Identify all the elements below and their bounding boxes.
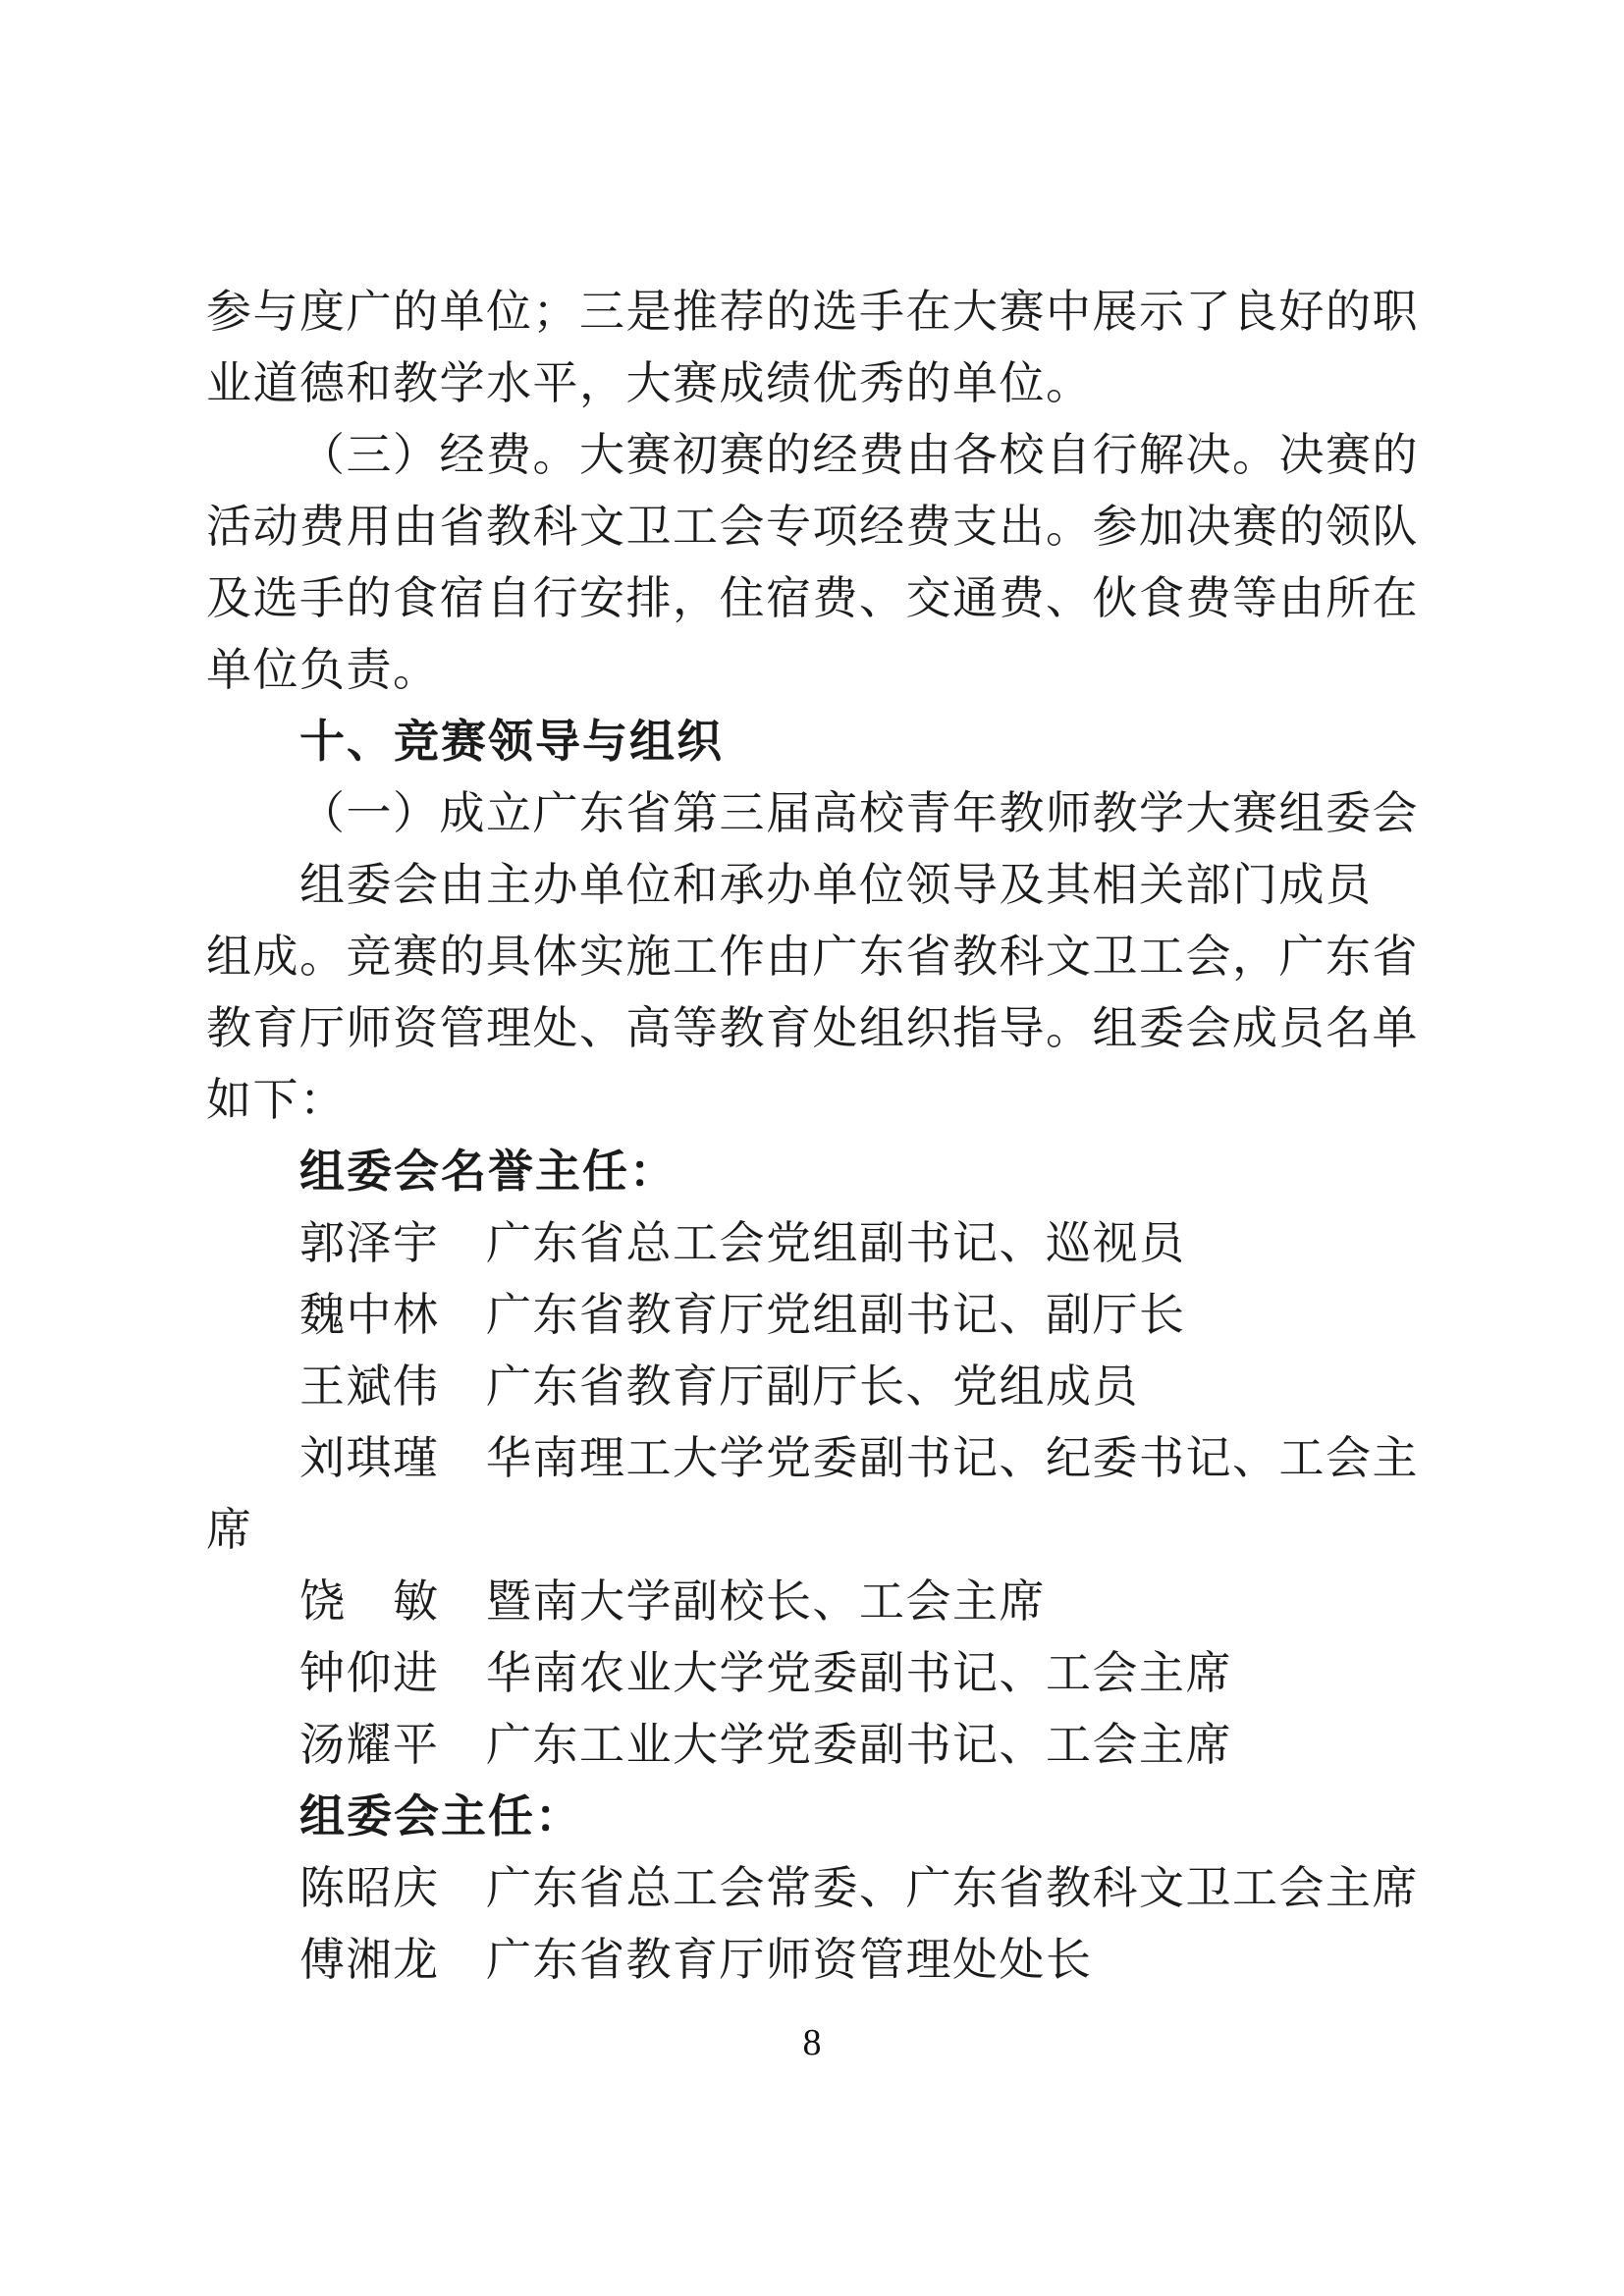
heading-honorary-directors: 组委会名誉主任： [299, 1145, 677, 1198]
text-block [206, 276, 1424, 1996]
body-line: 教育厅师资管理处、高等教育处组织指导。组委会成员名单 [206, 1003, 1419, 1053]
body-line: 如下： [206, 1075, 347, 1125]
body-line: 组成。竞赛的具体实施工作由广东省教科文卫工会，广东省 [206, 932, 1419, 982]
body-line: 组委会由主办单位和承办单位领导及其相关部门成员 [299, 860, 1373, 910]
heading-competition-leadership: 十、竞赛领导与组织 [299, 715, 724, 768]
subheading-committee-establishment: （一）成立广东省第三届高校青年教师教学大赛组委会 [299, 788, 1419, 838]
member-line: 刘琪瑾 华南理工大学党委副书记、纪委书记、工会主 [299, 1433, 1419, 1483]
body-line: 业道德和教学水平，大赛成绩优秀的单位。 [206, 358, 1093, 408]
body-line: 活动费用由省教科文卫工会专项经费支出。参加决赛的领队 [206, 502, 1419, 552]
member-line: 魏中林 广东省教育厅党组副书记、副厅长 [299, 1290, 1186, 1340]
member-line: 郭泽宇 广东省总工会党组副书记、巡视员 [299, 1218, 1186, 1268]
member-line: 傅湘龙 广东省教育厅师资管理处处长 [299, 1935, 1093, 1985]
member-line: 汤耀平 广东工业大学党委副书记、工会主席 [299, 1720, 1232, 1770]
member-line-continuation: 席 [206, 1505, 253, 1555]
member-line: 王斌伟 广东省教育厅副厅长、党组成员 [299, 1362, 1139, 1412]
body-line: 及选手的食宿自行安排，住宿费、交通费、伙食费等由所在 [206, 573, 1419, 623]
body-line: 参与度广的单位；三是推荐的选手在大赛中展示了良好的职 [206, 287, 1419, 337]
page-number: 8 [802, 2022, 822, 2063]
body-line: 单位负责。 [206, 645, 440, 695]
member-line: 钟仰进 华南农业大学党委副书记、工会主席 [299, 1648, 1232, 1698]
heading-directors: 组委会主任： [299, 1789, 582, 1842]
body-line-funding-paragraph: （三）经费。大赛初赛的经费由各校自行解决。决赛的 [299, 430, 1419, 480]
member-line: 饶 敏 暨南大学副校长、工会主席 [299, 1576, 1046, 1627]
member-line: 陈昭庆 广东省总工会常委、广东省教科文卫工会主席 [299, 1863, 1419, 1913]
